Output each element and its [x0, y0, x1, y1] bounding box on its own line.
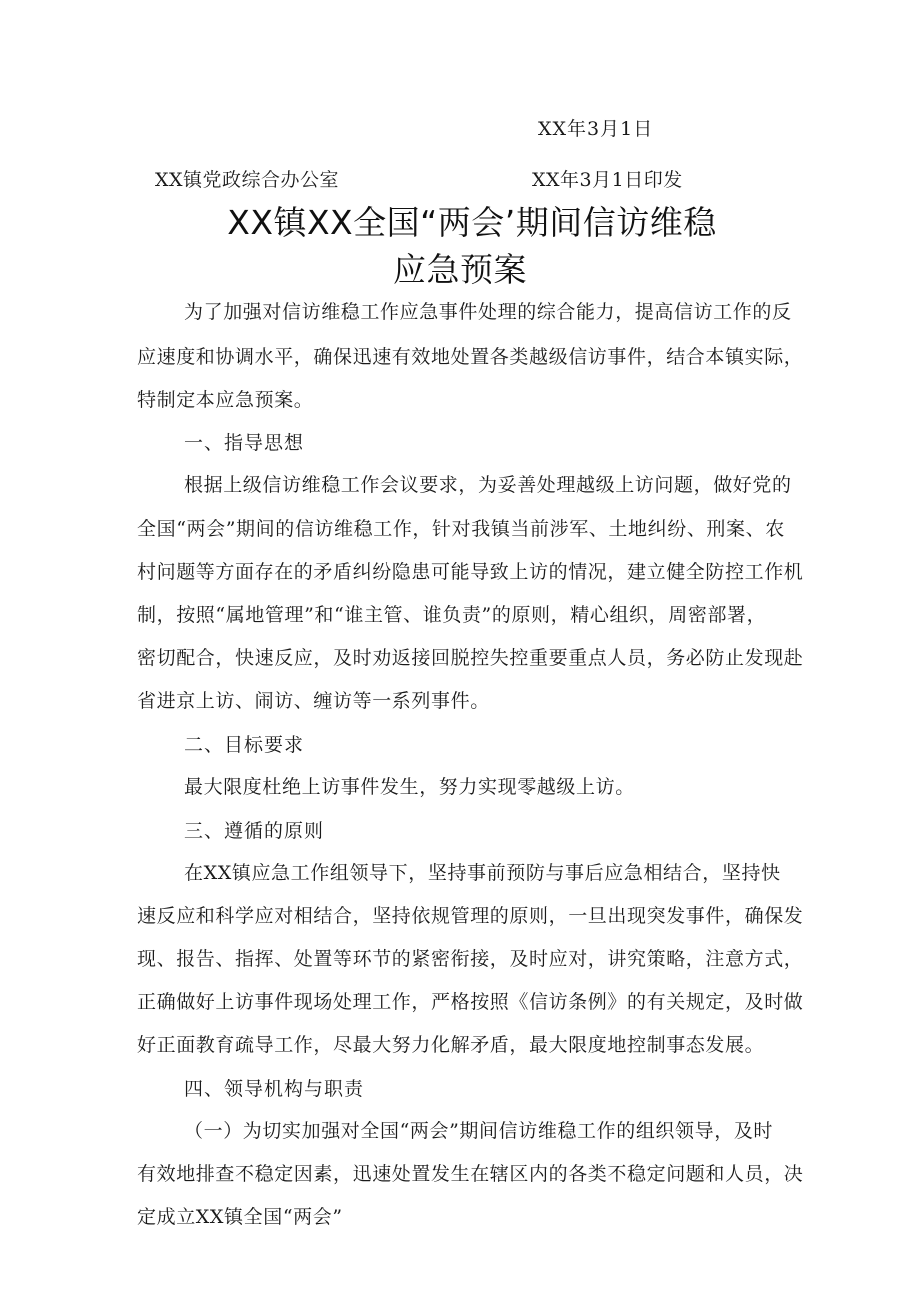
issuing-office: XX镇党政综合办公室: [155, 169, 340, 191]
paragraph-line: 有效地排查不稳定因素，迅速处置发生在辖区内的各类不稳定问题和人员，决: [137, 1163, 804, 1185]
paragraph-line: 正确做好上访事件现场处理工作，严格按照《信访条例》的有关规定，及时做: [137, 991, 804, 1013]
paragraph-line: 应速度和协调水平，确保迅速有效地处置各类越级信访事件，结合本镇实际，: [137, 346, 804, 368]
paragraph-line: 定成立XX镇全国“两会”: [137, 1206, 343, 1228]
section-heading: 三、遵循的原则: [184, 820, 325, 842]
section-heading: 二、目标要求: [184, 734, 305, 756]
paragraph-line: 根据上级信访维稳工作会议要求，为妥善处理越级上访问题，做好党的: [184, 474, 792, 496]
paragraph-line: 制，按照“属地管理”和“谁主管、谁负责”的原则，精心组织，周密部署，: [137, 604, 767, 626]
issue-date: XX年3月1日印发: [532, 169, 683, 191]
paragraph-line: 在XX镇应急工作组领导下，坚持事前预防与事后应急相结合，坚持快: [184, 862, 781, 884]
paragraph-line: 现、报告、指挥、处置等环节的紧密衔接，及时应对，讲究策略，注意方式，: [137, 948, 804, 970]
paragraph-line: 密切配合，快速反应，及时劝返接回脱控失控重要重点人员，务必防止发现赴: [137, 647, 804, 669]
paragraph-line: 特制定本应急预案。: [137, 389, 314, 411]
paragraph-line: （一）为切实加强对全国“两会”期间信访维稳工作的组织领导，及时: [184, 1120, 774, 1142]
paragraph-line: 全国“两会”期间的信访维稳工作，针对我镇当前涉军、土地纠纷、刑案、农: [137, 518, 785, 540]
section-heading: 一、指导思想: [184, 432, 305, 454]
document-title-line-2: 应急预案: [393, 250, 527, 289]
paragraph-line: 村问题等方面存在的矛盾纠纷隐患可能导致上访的情况，建立健全防控工作机: [137, 561, 804, 583]
paragraph-line: 最大限度杜绝上访事件发生，努力实现零越级上访。: [184, 776, 635, 798]
section-heading: 四、领导机构与职责: [184, 1078, 365, 1100]
paragraph-line: 为了加强对信访维稳工作应急事件处理的综合能力，提高信访工作的反: [184, 301, 792, 323]
paragraph-line: 好正面教育疏导工作，尽最大努力化解矛盾，最大限度地控制事态发展。: [137, 1034, 765, 1056]
paragraph-line: 速反应和科学应对相结合，坚持依规管理的原则，一旦出现突发事件，确保发: [137, 905, 804, 927]
paragraph-line: 省进京上访、闹访、缠访等一系列事件。: [137, 690, 490, 712]
document-title-line-1: XX镇XX全国“两会’期间信访维稳: [227, 203, 717, 242]
date-line: XX年3月1日: [538, 118, 654, 140]
